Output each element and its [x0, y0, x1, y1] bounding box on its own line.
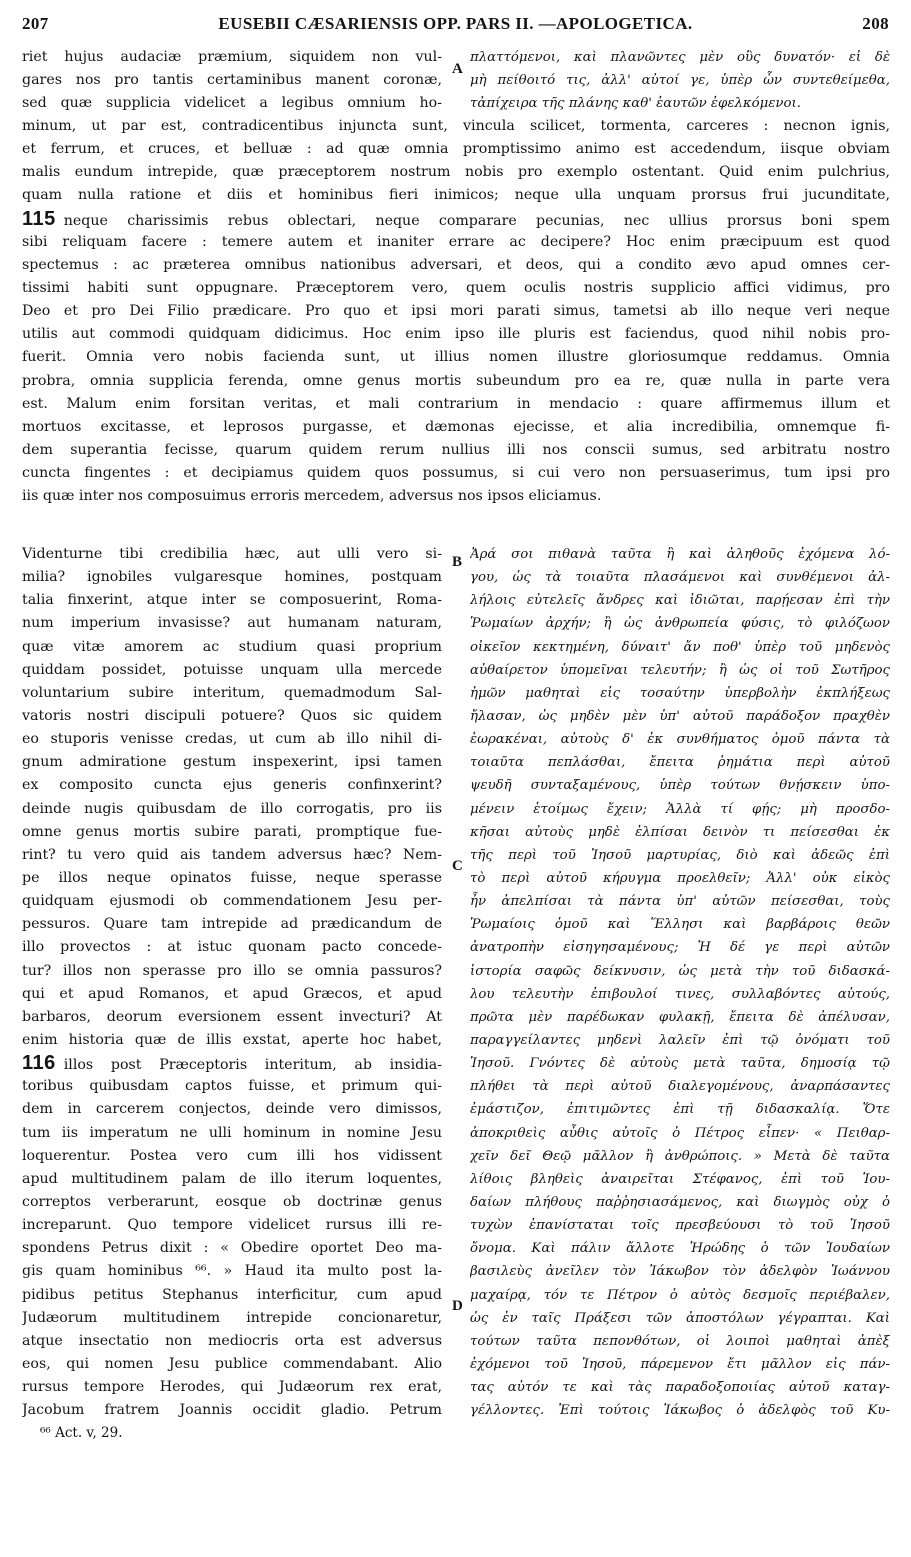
latin-line: enim historia quæ de illis exstat, aperte hoc habet, — [22, 1031, 442, 1048]
greek-line: γου, ὡς τὰ τοιαῦτα πλασάμενοι καὶ συνθέμενοι ἀλ- — [470, 570, 890, 586]
latin-line: pidibus petitus Stephanus interficitur, cum apud — [22, 1286, 442, 1303]
greek-top-column — [470, 46, 890, 115]
greek-line: ἤλασαν, ὡς μηδὲν μὲν ὑπ' αὐτοῦ παράδοξον πραχθὲν — [470, 708, 890, 724]
greek-line: ἐμάστιζον, ἐπιτιμῶντες ἐπὶ τῇ διδασκαλίᾳ. Ὅτε — [470, 1102, 890, 1118]
latin-line: qui et apud Romanos, et apud Græcos, et apud — [22, 985, 442, 1002]
running-title: EUSEBII CÆSARIENSIS OPP. PARS II. —APOLOGETICA. — [218, 14, 693, 33]
latin-line — [22, 1052, 442, 1075]
greek-line: παραγγείλαντες μηδενὶ λαλεῖν ἐπὶ τῷ ὀνόματι τοῦ — [470, 1032, 890, 1048]
latin-line: vatoris nostri discipuli potuere? Quos sic quidem — [22, 707, 442, 724]
greek-line: πρῶτα μὲν παρέδωκαν φυλακῇ, ἔπειτα δὲ ἀπέλυσαν, — [470, 1009, 890, 1025]
greek-line: ἀποκριθεὶς αὖθις αὐτοῖς ὁ Πέτρος εἶπεν· « Πειθαρ- — [470, 1125, 890, 1141]
latin-line: tur? illos non sperasse pro illo se omnia passuros? — [22, 962, 442, 979]
latin-line: tum iis imperatum ne ulli hominum in nomine Jesu — [22, 1124, 442, 1141]
greek-line: κῆσαι αὐτοὺς μηδὲ ἐλπίσαι δεινὸν τι πείσεσθαι ἐκ — [470, 824, 890, 840]
greek-line: τοιαῦτα πεπλάσθαι, ἔπειτα ῥημάτια περὶ αὐτοῦ — [470, 755, 890, 771]
latin-line: atque insectatio non mediocris orta est adversus — [22, 1332, 442, 1349]
latin-line: gis quam hominibus ⁶⁶. » Haud ita multo post la- — [22, 1263, 442, 1280]
greek-line: ἡμῶν μαθηταὶ εἰς τοσαύτην ὑπερβολὴν ἐκπλήξεως — [470, 685, 890, 701]
latin-line: fuerit. Omnia vero nobis facienda sunt, ut illius nomen illustre gloriosumque reddamus. Omnia — [22, 349, 890, 366]
greek-line: τας αὐτόν τε καὶ τὰς παραδοξοποιίας αὐτοῦ καταγ- — [470, 1380, 890, 1396]
running-header — [22, 14, 889, 40]
greek-line: ἐχόμενοι τοῦ Ἰησοῦ, πάρεμενον ἔτι μᾶλλον εἰς πάν- — [470, 1356, 890, 1372]
latin-line: rint? tu vero quid ais tandem adversus hæc? Nem- — [22, 846, 442, 863]
footnote: ⁶⁶ Act. v, 29. — [40, 1425, 123, 1441]
latin-line: tissimi habiti sunt oppugnare. Præceptorem vero, quem oculis nostris supplicio affici vidimus, pro — [22, 279, 890, 296]
page-number-left: 207 — [22, 14, 49, 33]
greek-line: τὸ περὶ αὐτοῦ κήρυγμα προελθεῖν; Ἀλλ' οὐκ εἰκὸς — [470, 870, 890, 886]
latin-line: gnum admiratione gestum inspexerint, ipsi tamen — [22, 754, 442, 771]
margin-letter-d: D — [452, 1298, 463, 1314]
latin-line: Deo et pro Dei Filio prædicare. Pro quo et ipsi mori parati simus, tametsi ab illo neque veri neque — [22, 303, 890, 320]
latin-line: iis quæ inter nos composuimus erroris mercedem, adversus nos ipsos eliciamus. — [22, 488, 602, 505]
margin-letter-c: C — [452, 858, 463, 874]
greek-line: τυχὼν ἐπανίσταται τοῖς πρεσβεύουσι τὸ τοῦ Ἰησοῦ — [470, 1218, 890, 1234]
latin-line: utilis aut commodi quidquam didicimus. Hoc enim ipso ille pluris est faciendus, quod nihil nobis pro- — [22, 326, 890, 343]
greek-line: ψευδῆ συνταξαμένους, ὑπὲρ τούτων θνῄσκειν ὑπο- — [470, 778, 890, 794]
latin-line: quiddam possidet, potuisse unquam ulla mercede — [22, 661, 442, 678]
latin-line: Videnturne tibi credibilia hæc, aut ulli vero si- — [22, 546, 442, 562]
latin-line: minum, ut par est, contradicentibus injuncta sunt, vincula scilicet, tormenta, carceres : necnon ignis, — [22, 118, 890, 134]
latin-line: sed quæ supplicia videlicet a legibus omnium ho- — [22, 95, 442, 112]
latin-line: correptos verberarunt, eosque ob doctrinæ genus — [22, 1193, 442, 1210]
latin-line: spondens Petrus dixit : « Obedire oportet Deo ma- — [22, 1240, 442, 1257]
latin-line: deinde nugis quibusdam de illo corrogatis, pro iis — [22, 800, 442, 817]
greek-line: βασιλεὺς ἀνεῖλεν τὸν Ἰάκωβον τὸν ἀδελφὸν Ἰωάννου — [470, 1264, 890, 1280]
latin-line: spectemus : ac præterea omnibus nationibus adversari, et deos, qui a condito ævo apud omnes cer- — [22, 256, 890, 273]
greek-line: λήλοις εὐτελεῖς ἄνδρες καὶ ἰδιῶται, παρῄεσαν ἐπὶ τὴν — [470, 593, 890, 609]
latin-line: illo provectos : at istuc quonam pacto concede- — [22, 939, 442, 956]
greek-line: χεῖν δεῖ Θεῷ μᾶλλον ἢ ἀνθρώποις. » Μετὰ δὲ ταῦτα — [470, 1148, 890, 1164]
greek-line: Ῥωμαίοις ὁμοῦ καὶ Ἕλλησι καὶ βαρβάροις θεῶν — [470, 917, 890, 933]
latin-line: increparunt. Quo tempore videlicet rursus illi re- — [22, 1217, 442, 1234]
latin-top-column — [22, 46, 442, 115]
latin-line: sibi reliquam facere : temere autem et inaniter errare ac decipere? Hoc enim præcipuum est quod — [22, 233, 890, 250]
latin-line: dem superantia fecisse, quarum quidem rerum nullius illi nos conscii sumus, sed arbitratu nostro — [22, 441, 890, 458]
line-text: illos post Præceptoris interitum, ab insidia- — [63, 1057, 442, 1074]
latin-line: omne genus mortis subire parati, promptique fue- — [22, 823, 442, 840]
latin-line: voluntarium subire interitum, quemadmodum Sal- — [22, 684, 442, 701]
latin-line: milia? ignobiles vulgaresque homines, postquam — [22, 569, 442, 586]
latin-line: dem in carcerem conjectos, deinde vero dimissos, — [22, 1101, 442, 1118]
greek-line: ἱστορία σαφῶς δείκνυσιν, ὡς μετὰ τὴν τοῦ διδασκά- — [470, 963, 890, 979]
greek-line: μὴ πείθοιτό τις, ἀλλ' αὐτοί γε, ὑπὲρ ὧν συντεθείμεθα, — [470, 73, 890, 89]
greek-line: πλήθει τὰ περὶ αὐτοῦ διαλεγομένους, ἀναρπάσαντες — [470, 1079, 890, 1095]
greek-line: Ἀρά σοι πιθανὰ ταῦτα ἢ καὶ ἀληθοῦς ἐχόμενα λό- — [470, 547, 890, 562]
greek-line: ἑωρακέναι, αὐτοὺς δ' ἐκ συνθήματος ὁμοῦ πάντα τὰ — [470, 732, 890, 748]
latin-line: eos, qui nomen Jesu publice commendabant. Alio — [22, 1355, 442, 1372]
latin-line: gares nos pro tantis certaminibus manent coronæ, — [22, 72, 442, 89]
latin-line: talia finxerint, atque inter se composuerint, Roma- — [22, 592, 442, 609]
latin-line: malis eundum intrepide, quæ præceptorem nostrum nobis pro exemplo ostentant. Quid enim pulchrius, — [22, 164, 890, 181]
latin-line: num imperium invasisse? aut humanam naturam, — [22, 615, 442, 632]
latin-full-width-text — [22, 115, 890, 508]
greek-line: αὐθαίρετον ὑπομεῖναι τελευτήν; ἢ ὡς οἱ τοῦ Σωτῆρος — [470, 662, 890, 678]
latin-line: pessuros. Quare tam intrepide ad prædicandum de — [22, 916, 442, 933]
latin-line: mortuos excitasse, et leprosos purgasse, et dæmonas ejecisse, et alia incredibilia, omnemque fi- — [22, 418, 890, 435]
greek-right-column — [470, 543, 890, 1422]
latin-line: et ferrum, et cruces, et belluæ : ad quæ omnia promptissimo animo est accedendum, iisque obviam — [22, 141, 890, 158]
latin-line: riet hujus audaciæ præmium, siquidem non vul- — [22, 49, 442, 65]
greek-line: Ἰησοῦ. Γνόντες δὲ αὐτοὺς μετὰ ταῦτα, δημοσίᾳ τῷ — [470, 1056, 890, 1072]
latin-line: quam nulla ratione et diis et hominibus fieri inimicos; neque ulla unquam prorsus frui jucunditate, — [22, 187, 890, 204]
page-number-right: 208 — [862, 14, 889, 33]
latin-line: loquerentur. Postea vero cum illi hos vidissent — [22, 1147, 442, 1164]
greek-line: ἀνατροπὴν εἰσηγησαμένους; Ἡ δέ γε περὶ αὐτῶν — [470, 940, 890, 956]
latin-line: Judæorum multitudinem intrepide concionaretur, — [22, 1309, 442, 1326]
latin-line: barbaros, deorum eversionem essent invecturi? At — [22, 1008, 442, 1025]
section-number: 115 — [22, 207, 56, 230]
greek-line: ἦν ἀπελπίσαι τὰ πάντα ὑπ' αὐτῶν πείσεσθαι, τοὺς — [470, 894, 890, 910]
latin-left-column — [22, 543, 442, 1422]
margin-letter-a: A — [452, 61, 463, 77]
latin-line: eo stuporis venisse credas, ut cum ab illo nihil di- — [22, 731, 442, 748]
greek-line: πλαττόμενοι, καὶ πλανῶντες μὲν οὓς δυνατόν· εἰ δὲ — [470, 50, 890, 65]
greek-line: τἀπίχειρα τῆς πλάνης καθ' ἑαυτῶν ἐφελκόμενοι. — [470, 96, 801, 112]
greek-line: τῆς περὶ τοῦ Ἰησοῦ μαρτυρίας, διὸ καὶ ἀδεῶς ἐπὶ — [470, 847, 890, 863]
latin-line: pe illos neque opinatos fuisse, neque sperasse — [22, 869, 442, 886]
latin-line: est. Malum enim forsitan veritas, et mali contrarium in mendacio : quare affirmemus illum et — [22, 395, 890, 412]
latin-line: toribus quibusdam captos fuisse, et primum qui- — [22, 1078, 442, 1095]
greek-line: λου τελευτὴν ἐπιβουλοί τινες, συλλαβόντες αὐτούς, — [470, 986, 890, 1002]
greek-line: οἰκεῖον κεκτημένη, δύναιτ' ἄν ποθ' ὑπὲρ τοῦ μηδενὸς — [470, 639, 890, 655]
greek-line: γέλλοντες. Ἐπὶ τούτοις Ἰάκωβος ὁ ἀδελφὸς τοῦ Κυ- — [470, 1403, 890, 1419]
latin-line: ex composito cuncta ejus generis confinxerint? — [22, 777, 442, 794]
greek-line: μένειν ἑτοίμως ἔχειν; Ἀλλὰ τί φῄς; μὴ προσδο- — [470, 801, 890, 817]
latin-line: cuncta fingentes : et decipiamus quidem quos possumus, si cui vero non persuaserimus, tum ipsi pro — [22, 465, 890, 482]
latin-line: rursus tempore Herodes, qui Judæorum rex erat, — [22, 1379, 442, 1396]
latin-line: apud multitudinem palam de illo iterum loquentes, — [22, 1170, 442, 1187]
greek-line: τούτων ταῦτα πεπονθότων, οἱ λοιποὶ μαθηταὶ ἁπὲξ — [470, 1333, 890, 1349]
line-text: neque charissimis rebus oblectari, neque comparare pecunias, nec ullius prorsus boni spem — [63, 212, 890, 229]
latin-line: quæ vitæ amorem ac studium quasi proprium — [22, 638, 442, 655]
latin-line: Jacobum fratrem Joannis occidit gladio. Petrum — [22, 1402, 442, 1419]
greek-line: ὡς ἐν ταῖς Πράξεσι τῶν ἀποστόλων γέγραπται. Καὶ — [470, 1310, 890, 1326]
margin-letter-b: B — [452, 554, 463, 570]
latin-line: probra, omnia supplicia ferenda, omne genus mortis subeundum pro ea re, quæ nulla in parte vera — [22, 372, 890, 389]
greek-line: ὄνομα. Καὶ πάλιν ἄλλοτε Ἡρώδης ὁ τῶν Ἰουδαίων — [470, 1241, 890, 1257]
section-number: 116 — [22, 1052, 56, 1075]
latin-line — [22, 208, 890, 231]
greek-line: λίθοις βληθεὶς ἀναιρεῖται Στέφανος, ἐπὶ τοῦ Ἰου- — [470, 1171, 890, 1187]
latin-line: quidquam ejusmodi ob commendationem Jesu per- — [22, 893, 442, 910]
greek-line: Ῥωμαίων ἀρχήν; ἢ ὡς ἀνθρωπεία φύσις, τὸ φιλόζωον — [470, 616, 890, 632]
greek-line: δαίων πλήθους παῤῥησιασάμενος, καὶ διωγμὸς οὐχ ὁ — [470, 1194, 890, 1210]
greek-line: μαχαίρᾳ, τόν τε Πέτρον ὁ αὐτὸς δεσμοῖς περιέβαλεν, — [470, 1287, 890, 1303]
